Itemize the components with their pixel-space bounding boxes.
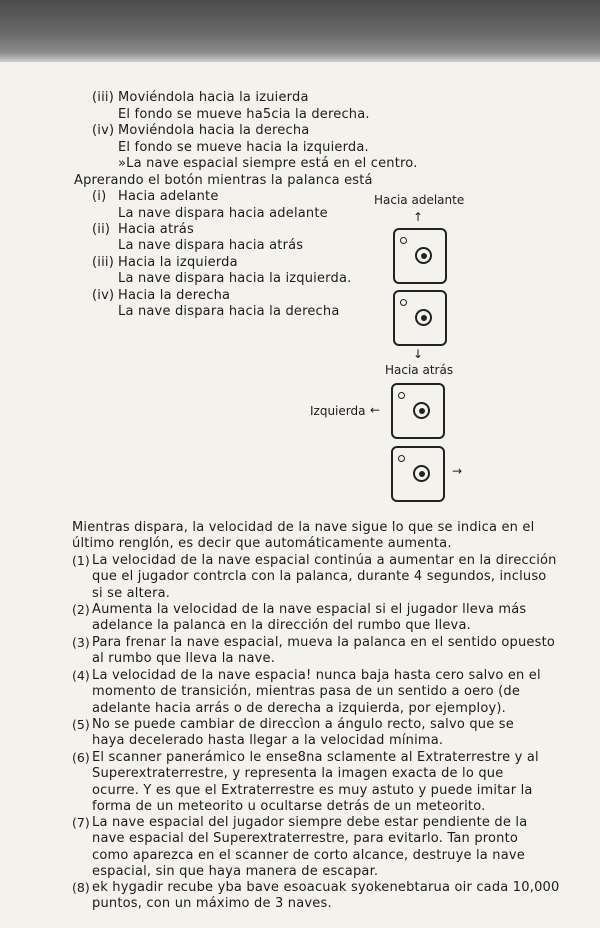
item-text: El fondo se mueve hacia la izquierda. — [118, 140, 369, 155]
button-icon — [398, 455, 405, 462]
rule-line: puntos, con un máximo de 3 naves. — [92, 896, 332, 912]
rule-line: Para frenar la nave espacial, mueva la palanca en el sentido opuesto — [92, 635, 556, 650]
section-intro: Aprerando el botón mientras la palanca está — [74, 173, 373, 188]
item-text: La nave dispara hacia la izquierda. — [118, 271, 352, 286]
rule-number: (5) — [72, 717, 90, 732]
button-icon — [400, 299, 407, 306]
item-title: Moviéndola hacia la izuierda — [118, 90, 309, 105]
forward-label: Hacia adelante — [374, 193, 465, 207]
item-text: La nave dispara hacia adelante — [118, 206, 328, 221]
item-text: La nave dispara hacia atrás — [118, 238, 304, 253]
rule-line: si se altera. — [92, 585, 171, 601]
arrow-down-icon: ↓ — [413, 347, 424, 361]
rule-line: adelance la palanca en la dirección del rumbo que lleva. — [92, 618, 471, 634]
item-title: Hacia la derecha — [118, 288, 231, 303]
stick-icon — [413, 402, 430, 419]
rule-line: Aumenta la velocidad de la nave espacial si el jugador lleva más — [92, 602, 527, 617]
rule-number: (2) — [72, 602, 90, 617]
rule-line: No se puede cambiar de direccìon a ángulo recto, salvo que se — [92, 717, 514, 732]
arrow-up-icon: ↑ — [413, 210, 424, 224]
body-intro: Mientras dispara, la velocidad de la nave sigue lo que se indica en el — [72, 520, 535, 535]
rule-number: (8) — [72, 880, 90, 895]
item-title: Hacia atrás — [118, 222, 194, 237]
button-icon — [400, 237, 407, 244]
item-title: Moviéndola hacia la derecha — [118, 123, 310, 138]
rule-line: La nave espacial del jugador siempre debe estar pendiente de la — [92, 815, 528, 830]
rule-line: haya decelerado hasta llegar a la velocidad mínima. — [92, 733, 444, 749]
item-label: (ii) — [92, 222, 111, 237]
rule-line: espacial, sin que haya manera de escapar. — [92, 864, 379, 880]
rule-line: ek hygadir recube yba bave esoacuak syokenebtarua oir cada 10,000 — [92, 880, 560, 895]
rule-line: adelante hacia arrás o de derecha a izquierda, por ejemploy). — [92, 700, 506, 716]
back-label: Hacia atrás — [385, 363, 454, 377]
item-label: (iv) — [92, 123, 115, 138]
joystick-back — [393, 290, 447, 346]
rule-number: (7) — [72, 815, 90, 830]
item-label: (iv) — [92, 288, 115, 303]
rule-line: forma de un meteorito u ocultarse detrás de un meteorito. — [92, 799, 486, 815]
item-text: El fondo se mueve ha5cia la derecha. — [118, 107, 370, 122]
rule-line: La velocidad de la nave espacial continúa a aumentar en la dirección — [92, 553, 557, 568]
rule-line: Superextraterrestre, y representa la imagen exacta de lo que — [92, 766, 504, 782]
page-top-band — [0, 0, 600, 62]
item-label: (i) — [92, 189, 107, 204]
rule-line: al rumbo que lleva la nave. — [92, 651, 276, 667]
item-title: Hacia la izquierda — [118, 255, 238, 270]
rule-line: La velocidad de la nave espacia! nunca baja hasta cero salvo en el — [92, 668, 541, 683]
joystick-right — [391, 446, 445, 502]
item-title: Hacia adelante — [118, 189, 219, 204]
rule-line: momento de transición, mientras pasa de un sentido a oero (de — [92, 684, 521, 700]
note-text: »La nave espacial siempre está en el centro. — [118, 156, 418, 171]
item-label: (iii) — [92, 255, 114, 270]
arrow-left-icon: ← — [370, 403, 381, 417]
rule-line: ocurre. Y es que el Extraterrestre es muy astuto y puede imitar la — [92, 782, 533, 798]
item-text: La nave dispara hacia la derecha — [118, 304, 340, 319]
rule-line: nave espacial del Superextraterrestre, para evitarlo. Tan pronto — [92, 831, 519, 847]
arrow-right-icon: → — [452, 464, 463, 478]
joystick-left — [391, 383, 445, 439]
stick-icon — [413, 465, 430, 482]
stick-icon — [415, 247, 432, 264]
body-intro: último renglón, es decir que automáticamente aumenta. — [72, 536, 452, 551]
rule-number: (3) — [72, 635, 90, 650]
rule-line: que el jugador contrcla con la palanca, durante 4 segundos, incluso — [92, 569, 547, 585]
rule-number: (4) — [72, 668, 90, 683]
rule-line: El scanner panerámico le ense8na sclamente al Extraterrestre y al — [92, 750, 539, 765]
joystick-forward — [393, 228, 447, 284]
rule-number: (6) — [72, 750, 90, 765]
item-label: (iii) — [92, 90, 114, 105]
stick-icon — [415, 309, 432, 326]
left-label: Izquierda — [310, 404, 366, 418]
button-icon — [398, 392, 405, 399]
rule-number: (1) — [72, 553, 90, 568]
rule-line: como aparezca en el scanner de corto alcance, destruye la nave — [92, 847, 526, 863]
